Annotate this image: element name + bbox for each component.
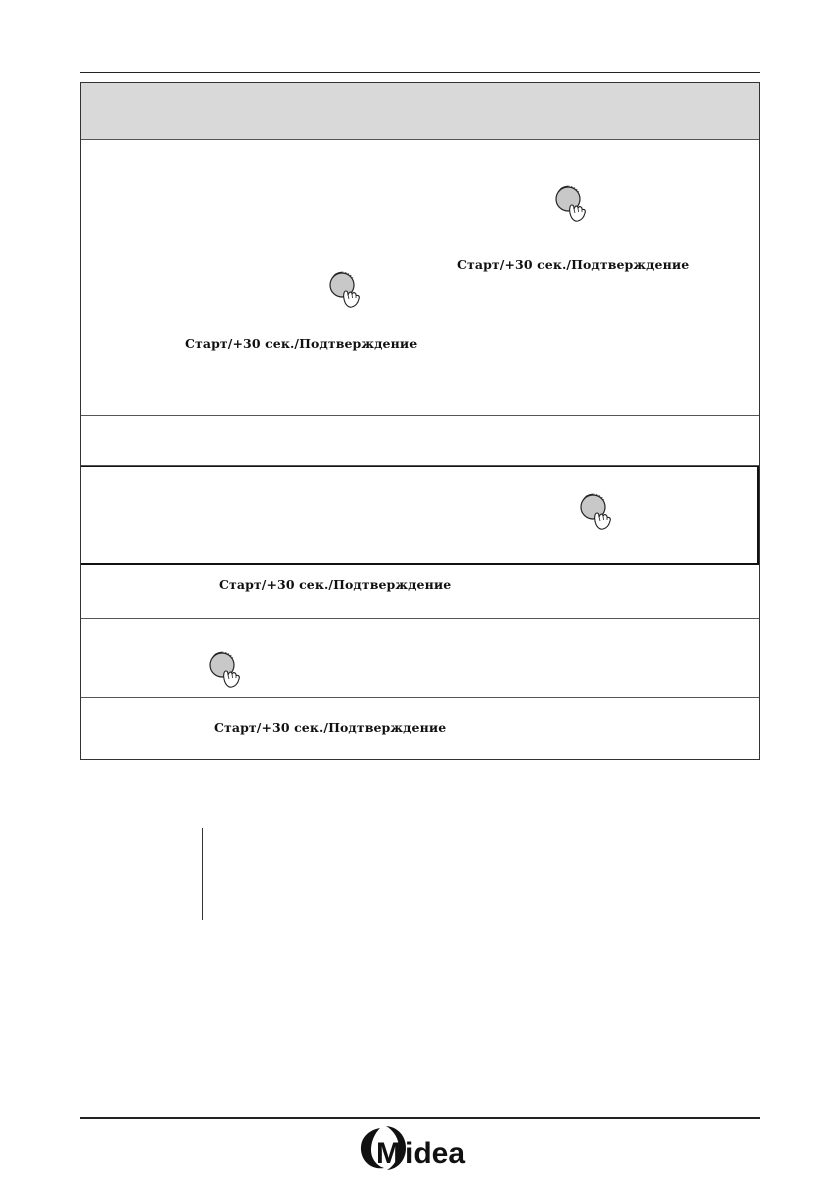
note-divider [202,828,203,920]
table-row [81,698,759,759]
brand-wordmark: idea [405,1137,466,1170]
table-row [81,140,759,416]
start-confirm-button-label: Старт/+30 сек./Подтверждение [457,257,690,272]
rotary-knob-hand-icon [207,649,243,689]
start-confirm-button-label: Старт/+30 сек./Подтверждение [185,336,418,351]
start-confirm-button-label: Старт/+30 сек./Подтверждение [214,720,447,735]
table-row [81,619,759,698]
table-row [81,416,759,466]
midea-logo [356,1122,482,1174]
table-header-row [81,83,759,140]
table-row [81,565,759,619]
rotary-knob-hand-icon [553,183,589,223]
rotary-knob-hand-icon [578,491,614,531]
top-rule [80,72,760,73]
table-row [81,466,759,565]
rotary-knob-hand-icon [327,269,363,309]
start-confirm-button-label: Старт/+30 сек./Подтверждение [219,577,452,592]
bottom-rule [80,1117,760,1119]
svg-text:M: M [376,1137,401,1170]
instruction-table [80,82,760,760]
